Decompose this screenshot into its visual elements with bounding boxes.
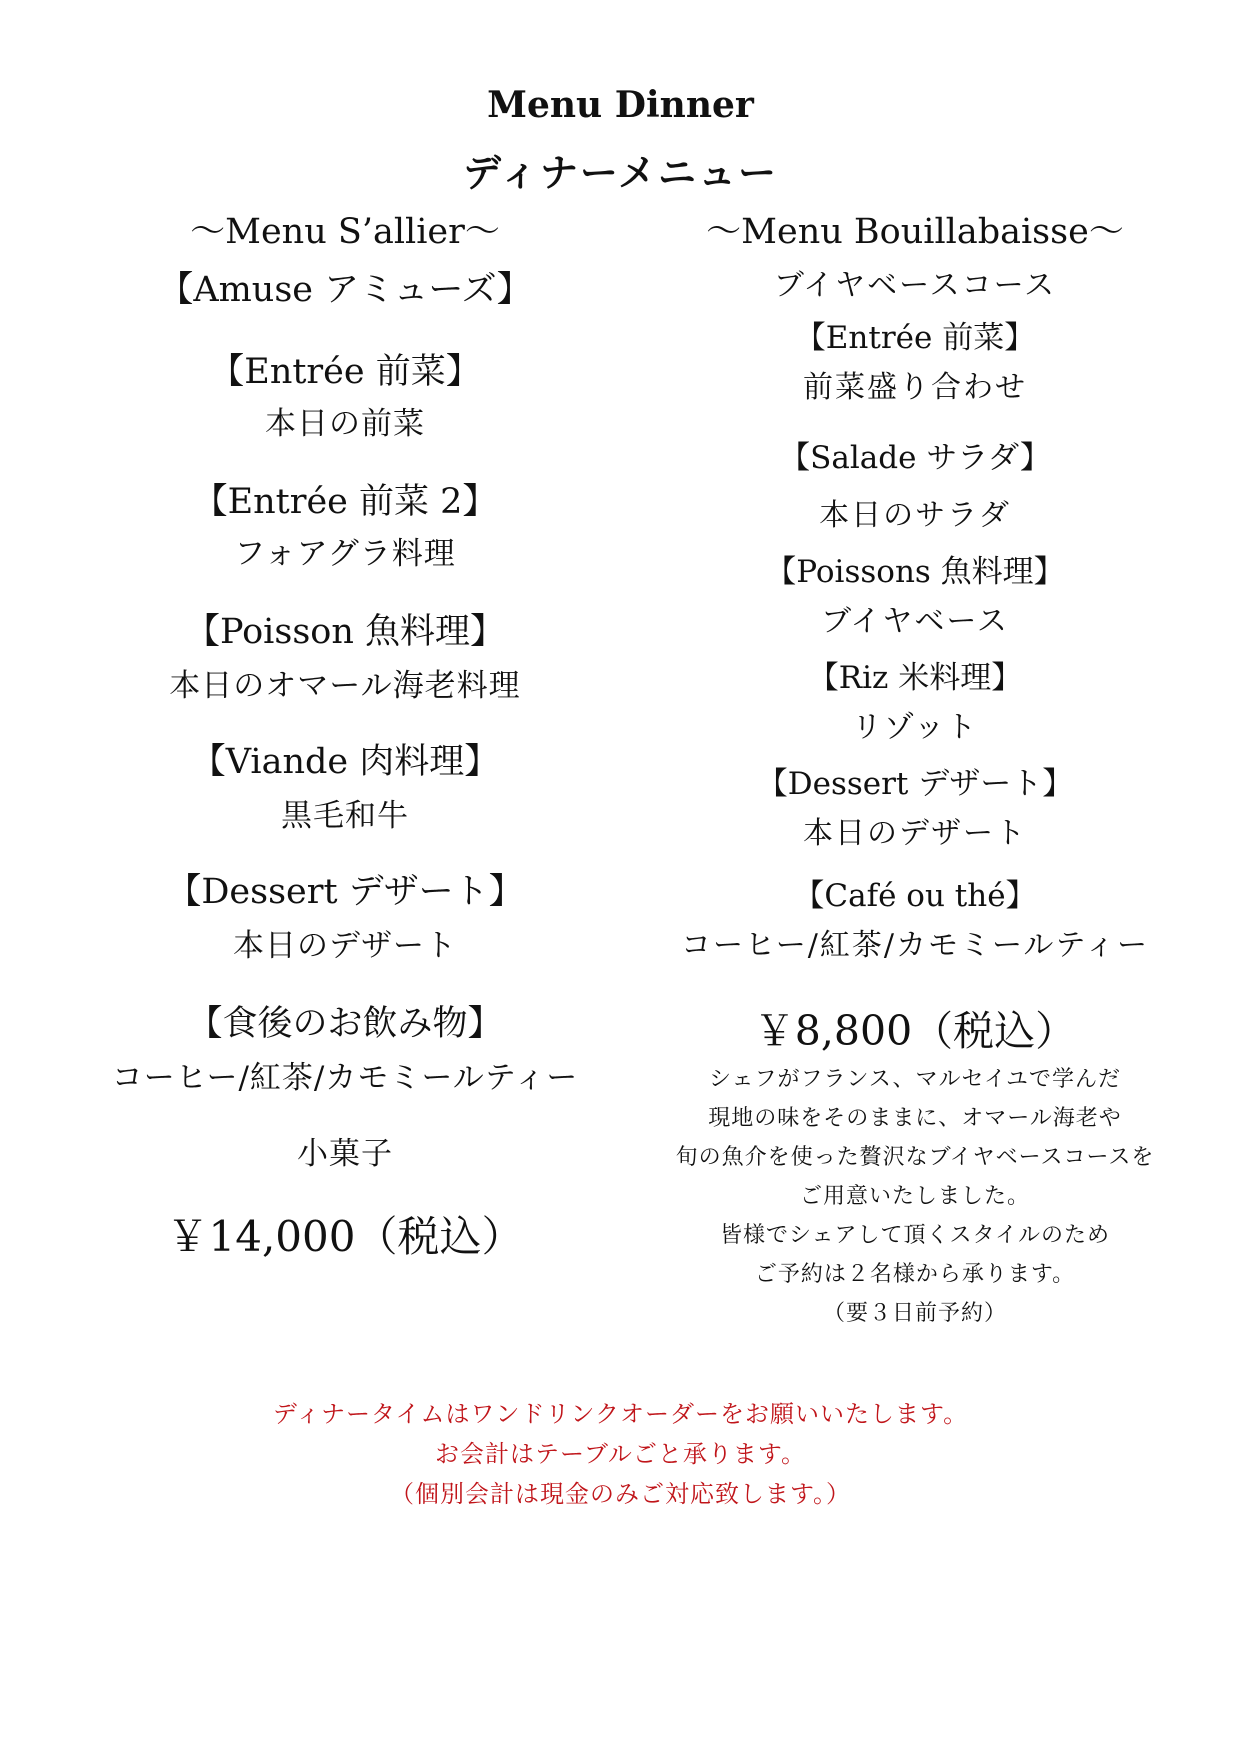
right-item-dish-dessert: 本日のデザート	[803, 816, 1027, 851]
right-course-title: 〜Menu Bouillabaisse〜	[706, 212, 1124, 252]
right-item-dish-poissons: ブイヤベース	[821, 604, 1009, 639]
right-item-heading-entree: 【Entrée 前菜】	[794, 320, 1036, 356]
left-course-title: 〜Menu S’allier〜	[190, 212, 500, 252]
right-course-subtitle: ブイヤベースコース	[773, 268, 1057, 303]
right-course-price: ￥8,800（税込）	[753, 1007, 1077, 1055]
footer-note: （個別会計は現金のみご対応致します。）	[389, 1480, 852, 1508]
right-item-heading-poissons: 【Poissons 魚料理】	[765, 554, 1065, 590]
footer-note: ディナータイムはワンドリンクオーダーをお願いいたします。	[272, 1400, 969, 1428]
left-item-dish-poisson: 本日のオマール海老料理	[169, 668, 521, 704]
right-item-dish-cafe: コーヒー/紅茶/カモミールティー	[680, 928, 1149, 963]
right-item-heading-cafe: 【Café ou thé】	[793, 878, 1037, 914]
right-description-line: ご予約は２名様から承ります。	[754, 1262, 1076, 1287]
left-item-heading-poisson: 【Poisson 魚料理】	[184, 612, 506, 652]
footer-note: お会計はテーブルごと承ります。	[435, 1440, 806, 1468]
page-title-en: Menu Dinner	[487, 84, 754, 126]
left-item-heading-entree: 【Entrée 前菜】	[209, 352, 481, 392]
page-title-jp: ディナーメニュー	[462, 150, 779, 195]
left-item-heading-viande: 【Viande 肉料理】	[190, 742, 500, 782]
right-description-line: ご用意いたしました。	[799, 1184, 1030, 1209]
left-item-extra: 小菓子	[297, 1136, 393, 1172]
left-item-heading-dessert: 【Dessert デザート】	[166, 872, 524, 912]
right-item-dish-salade: 本日のサラダ	[819, 498, 1011, 533]
left-item-dish-dessert: 本日のデザート	[233, 928, 457, 964]
left-item-heading-drinks: 【食後のお飲み物】	[187, 1004, 503, 1044]
right-item-dish-riz: リゾット	[851, 710, 979, 745]
left-item-dish-drinks: コーヒー/紅茶/カモミールティー	[111, 1060, 579, 1096]
right-item-dish-entree: 前菜盛り合わせ	[803, 370, 1027, 405]
right-description-line: 旬の魚介を使った贅沢なブイヤベースコースを	[675, 1145, 1155, 1170]
left-item-heading-amuse: 【Amuse アミューズ】	[158, 270, 532, 310]
right-description-line: シェフがフランス、マルセイユで学んだ	[708, 1067, 1122, 1092]
right-description-line: 皆様でシェアして頂くスタイルのため	[719, 1223, 1111, 1248]
right-description-line: （要３日前予約）	[822, 1301, 1007, 1326]
right-item-heading-riz: 【Riz 米料理】	[807, 660, 1023, 696]
right-item-heading-salade: 【Salade サラダ】	[779, 440, 1051, 476]
left-item-dish-entree2: フォアグラ料理	[234, 536, 456, 572]
left-item-heading-entree2: 【Entrée 前菜 2】	[192, 482, 498, 522]
left-item-dish-viande: 黒毛和牛	[281, 798, 409, 834]
right-item-heading-dessert: 【Dessert デザート】	[756, 766, 1074, 802]
left-item-dish-entree: 本日の前菜	[265, 406, 425, 442]
right-description-line: 現地の味をそのままに、オマール海老や	[708, 1106, 1122, 1131]
left-course-price: ￥14,000（税込）	[166, 1212, 524, 1261]
